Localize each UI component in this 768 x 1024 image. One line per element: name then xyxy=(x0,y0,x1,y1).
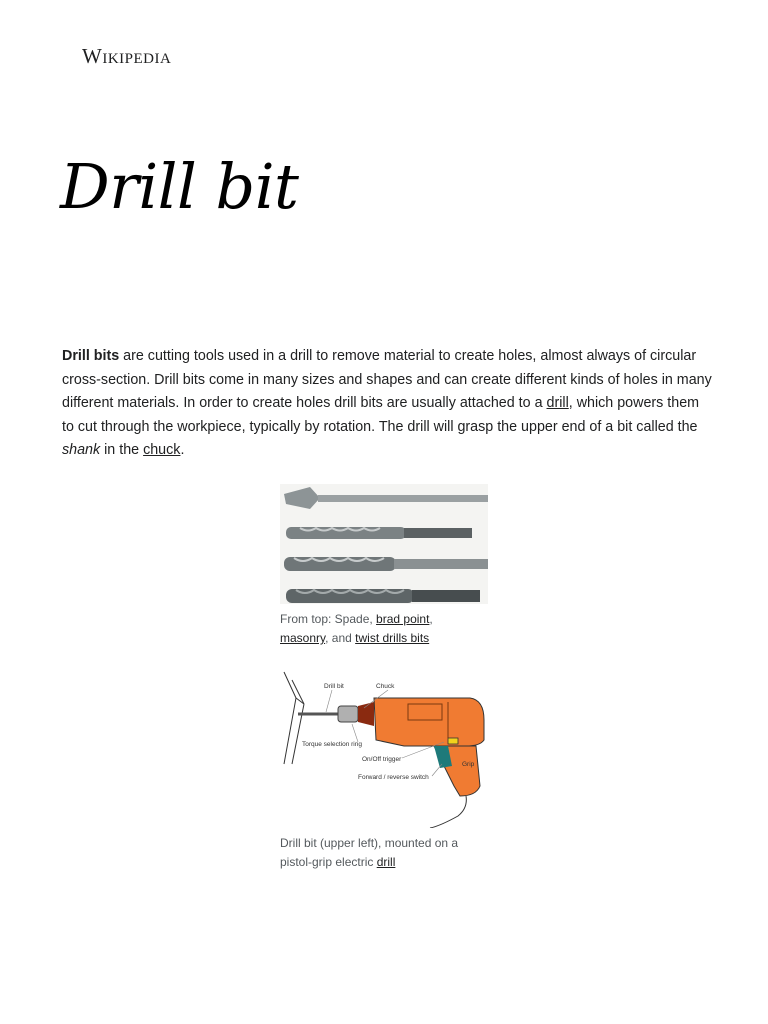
label-chuck: Chuck xyxy=(376,683,395,690)
caption-text: From top: Spade, xyxy=(280,612,377,626)
intro-text-4: . xyxy=(180,442,185,458)
caption-sep: , xyxy=(429,612,433,626)
wikipedia-wordmark[interactable]: Wikipedia xyxy=(82,44,172,68)
masonry-link[interactable]: masonry xyxy=(280,631,326,645)
intro-text-3: in the xyxy=(100,442,144,458)
drill-bits-figure xyxy=(280,484,488,648)
brad-point-link[interactable]: brad point xyxy=(376,612,430,626)
drill-link-caption[interactable]: drill xyxy=(376,855,396,869)
figure-caption-2 xyxy=(280,834,480,872)
intro-paragraph xyxy=(62,345,712,463)
drill-diagram-figure xyxy=(280,668,490,872)
page-title: Drill bit xyxy=(60,150,299,223)
shank-term: shank xyxy=(62,442,101,458)
intro-text-2: , which powers them to cut through the workpiece, typically by rotation. The drill will grasp the upper end of a bit called the xyxy=(62,395,700,435)
bold-term: Drill bits xyxy=(62,348,120,364)
drill-diagram[interactable] xyxy=(280,668,490,828)
label-drill-bit: Drill bit xyxy=(324,683,344,690)
caption-text: Drill bit (upper left), mounted on a pistol-grip electric xyxy=(280,836,459,869)
label-torque: Torque selection ring xyxy=(302,741,362,748)
chuck-link[interactable]: chuck xyxy=(143,442,181,458)
twist-drill-bits-link[interactable]: twist drills bits xyxy=(355,631,430,645)
drill-bits-photo[interactable] xyxy=(280,484,488,604)
label-grip: Grip xyxy=(462,761,475,768)
caption-sep: , and xyxy=(325,631,356,645)
label-trigger: On/Off trigger xyxy=(362,756,402,763)
figure-caption-1 xyxy=(280,610,480,648)
label-switch: Forward / reverse switch xyxy=(358,774,429,781)
intro-text-1: are cutting tools used in a drill to remove material to create holes, almost always of circular cross-section. Drill bits come in many sizes and shapes and can create different kinds of holes in many different materials. In order to create holes drill bits are usually attached to a xyxy=(62,348,712,411)
drill-link[interactable]: drill xyxy=(546,395,569,411)
